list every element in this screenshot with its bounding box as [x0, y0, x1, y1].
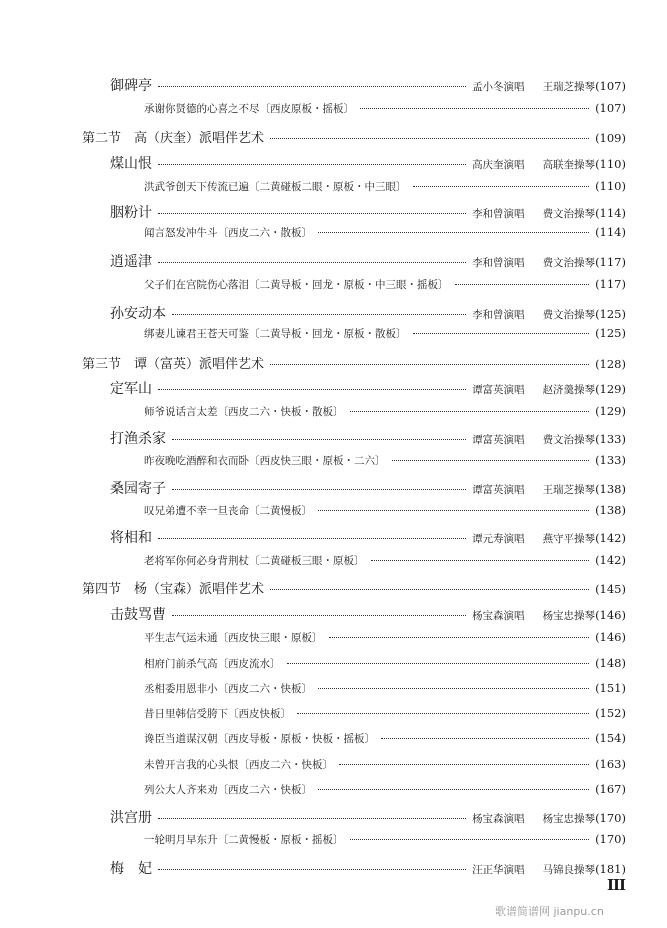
toc-entry — [110, 604, 626, 624]
dot-leader — [158, 389, 466, 390]
toc-entry — [110, 202, 626, 222]
dot-leader — [158, 213, 466, 214]
dot-leader — [287, 663, 590, 664]
entry-title: 相府门前杀气高〔西皮流水〕 — [144, 658, 281, 670]
toc-sub-entry — [144, 225, 626, 240]
accompanist: 费文治操琴 — [542, 309, 596, 321]
accompanist: 费文治操琴 — [542, 257, 596, 269]
entry-title: 第四节 杨（宝森）派唱伴艺术 — [82, 582, 265, 597]
toc-sub-entry — [144, 404, 626, 419]
entry-page: (151) — [595, 681, 626, 695]
performer: 谭富英演唱 — [472, 434, 525, 446]
entry-title: 未曾开言我的心头恨〔西皮二六・快板〕 — [144, 759, 333, 771]
dot-leader — [413, 333, 590, 334]
toc-sub-entry — [144, 179, 626, 194]
entry-page: (133) — [595, 453, 626, 467]
entry-title: 师爷说话言太差〔西皮二六・快板・散板〕 — [144, 406, 344, 418]
entry-page: (107) — [595, 79, 626, 93]
accompanist: 杨宝忠操琴 — [542, 813, 596, 825]
accompanist: 杨宝忠操琴 — [542, 610, 596, 622]
dot-leader — [172, 489, 466, 490]
dot-leader — [371, 560, 590, 561]
entry-title: 胭粉计 — [110, 205, 152, 221]
toc-sub-entry — [144, 782, 626, 797]
entry-title: 父子们在宫院伤心落泪〔二黄导板・回龙・原板・中三眼・摇板〕 — [144, 279, 449, 291]
accompanist: 赵济羹操琴 — [542, 384, 596, 396]
toc-entry — [110, 527, 626, 547]
toc-entry — [110, 428, 626, 448]
entry-title: 逍遥津 — [110, 254, 152, 270]
entry-title: 一轮明月早东升〔二黄慢板・原板・摇板〕 — [144, 834, 344, 846]
toc-entry — [110, 75, 626, 95]
dot-leader — [270, 589, 589, 590]
toc-sub-entry — [144, 656, 626, 671]
dot-leader — [318, 688, 589, 689]
toc-sub-entry — [144, 706, 626, 721]
accompanist: 马锦良操琴 — [542, 864, 596, 876]
entry-credits — [472, 79, 595, 94]
performer: 汪正华演唱 — [472, 864, 525, 876]
dot-leader — [158, 538, 466, 539]
dot-leader — [270, 364, 589, 365]
entry-title: 列公大人齐来劝〔西皮二六・快板〕 — [144, 784, 312, 796]
entry-title: 第二节 高（庆奎）派唱伴艺术 — [82, 131, 265, 146]
dot-leader — [318, 510, 589, 511]
entry-title: 洪宫册 — [110, 810, 152, 826]
toc-entry — [110, 303, 626, 323]
performer: 杨宝森演唱 — [472, 813, 525, 825]
entry-title: 定军山 — [110, 381, 152, 397]
toc-entry — [110, 251, 626, 271]
entry-credits — [472, 157, 595, 172]
toc-sub-entry — [144, 553, 626, 568]
entry-credits — [472, 482, 595, 497]
dot-leader — [297, 713, 589, 714]
entry-page: (129) — [595, 382, 626, 396]
entry-title: 昨夜晚吃酒醉和衣而卧〔西皮快三眼・原板・二六〕 — [144, 455, 386, 467]
performer: 谭富英演唱 — [472, 384, 525, 396]
entry-credits — [472, 432, 595, 447]
entry-credits — [472, 206, 595, 221]
entry-title: 第三节 谭（富英）派唱伴艺术 — [82, 357, 265, 372]
entry-title: 承谢你贤德的心喜之不尽〔西皮原板・摇板〕 — [144, 103, 354, 115]
entry-page: (110) — [595, 179, 626, 193]
toc-entry — [110, 378, 626, 398]
entry-page: (181) — [595, 862, 626, 876]
performer: 李和曾演唱 — [472, 309, 525, 321]
toc-sub-entry — [144, 630, 626, 645]
dot-leader — [329, 637, 590, 638]
toc-entry — [110, 153, 626, 173]
entry-title: 桑园寄子 — [110, 481, 166, 497]
toc-sub-entry — [144, 101, 626, 116]
accompanist: 费文治操琴 — [542, 208, 596, 220]
entry-page: (133) — [595, 432, 626, 446]
entry-title: 绑妻儿谏君王苍天可鉴〔二黄导板・回龙・原板・散板〕 — [144, 328, 407, 340]
toc-entry — [110, 478, 626, 498]
entry-page: (142) — [595, 531, 626, 545]
dot-leader — [413, 186, 590, 187]
entry-title: 击鼓骂曹 — [110, 607, 166, 623]
entry-page: (109) — [595, 131, 626, 145]
entry-page: (152) — [595, 706, 626, 720]
entry-page: (128) — [595, 357, 626, 371]
dot-leader — [172, 615, 466, 616]
entry-page: (142) — [595, 553, 626, 567]
entry-page: (170) — [595, 811, 626, 825]
entry-title: 洪武爷创天下传流已遍〔二黄碰板二眼・原板・中三眼〕 — [144, 181, 407, 193]
dot-leader — [318, 232, 589, 233]
dot-leader — [158, 818, 466, 819]
performer: 谭富英演唱 — [472, 484, 525, 496]
entry-page: (154) — [595, 731, 626, 745]
page-number: III — [607, 876, 626, 894]
entry-page: (129) — [595, 404, 626, 418]
entry-credits — [472, 531, 595, 546]
accompanist: 王瑞芝操琴 — [542, 81, 596, 93]
entry-credits — [472, 862, 595, 877]
dot-leader — [318, 789, 589, 790]
dot-leader — [381, 738, 589, 739]
dot-leader — [158, 164, 466, 165]
toc-sub-entry — [144, 453, 626, 468]
entry-page: (145) — [595, 582, 626, 596]
performer: 李和曾演唱 — [472, 208, 525, 220]
entry-credits — [472, 608, 595, 623]
toc-sub-entry — [144, 503, 626, 518]
entry-page: (170) — [595, 832, 626, 846]
dot-leader — [158, 262, 466, 263]
dot-leader — [392, 460, 590, 461]
dot-leader — [172, 439, 466, 440]
toc-section-heading — [82, 353, 626, 372]
entry-page: (148) — [595, 656, 626, 670]
entry-title: 打渔杀家 — [110, 431, 166, 447]
dot-leader — [158, 86, 466, 87]
entry-page: (138) — [595, 503, 626, 517]
entry-page: (117) — [595, 255, 626, 269]
accompanist: 燕守平操琴 — [542, 533, 596, 545]
performer: 孟小冬演唱 — [472, 81, 525, 93]
toc-sub-entry — [144, 731, 626, 746]
entry-credits — [472, 811, 595, 826]
accompanist: 高联奎操琴 — [542, 159, 596, 171]
entry-title: 将相和 — [110, 530, 152, 546]
entry-page: (146) — [595, 608, 626, 622]
entry-title: 平生志气运未通〔西皮快三眼・原板〕 — [144, 632, 323, 644]
performer: 李和曾演唱 — [472, 257, 525, 269]
entry-title: 谗臣当道谋汉朝〔西皮导板・原板・快板・摇板〕 — [144, 733, 375, 745]
entry-page: (125) — [595, 307, 626, 321]
dot-leader — [158, 869, 466, 870]
dot-leader — [350, 839, 590, 840]
dot-leader — [455, 284, 590, 285]
toc-sub-entry — [144, 757, 626, 772]
entry-credits — [472, 255, 595, 270]
toc-entry — [110, 807, 626, 827]
entry-title: 昔日里韩信受胯下〔西皮快板〕 — [144, 708, 291, 720]
entry-page: (114) — [595, 206, 626, 220]
toc-sub-entry — [144, 832, 626, 847]
entry-title: 孙安动本 — [110, 306, 166, 322]
dot-leader — [350, 411, 590, 412]
performer: 谭元寿演唱 — [472, 533, 525, 545]
toc-sub-entry — [144, 681, 626, 696]
entry-title: 丞相委用恩非小〔西皮二六・快板〕 — [144, 683, 312, 695]
dot-leader — [172, 314, 466, 315]
toc-section-heading — [82, 578, 626, 597]
entry-title: 煤山恨 — [110, 156, 152, 172]
dot-leader — [360, 108, 589, 109]
dot-leader — [270, 138, 589, 139]
watermark: 歌谱简谱网 jianpu.cn — [495, 905, 604, 918]
accompanist: 王瑞芝操琴 — [542, 484, 596, 496]
entry-page: (117) — [595, 277, 626, 291]
performer: 杨宝森演唱 — [472, 610, 525, 622]
entry-page: (146) — [595, 630, 626, 644]
entry-page: (110) — [595, 157, 626, 171]
toc-sub-entry — [144, 326, 626, 341]
entry-page: (114) — [595, 225, 626, 239]
entry-title: 梅 妃 — [110, 861, 152, 877]
accompanist: 费文治操琴 — [542, 434, 596, 446]
entry-page: (138) — [595, 482, 626, 496]
entry-page: (163) — [595, 757, 626, 771]
entry-title: 御碑亭 — [110, 78, 152, 94]
performer: 高庆奎演唱 — [472, 159, 525, 171]
entry-page: (125) — [595, 326, 626, 340]
entry-credits — [472, 307, 595, 322]
entry-title: 老将军你何必身背荆杖〔二黄碰板三眼・原板〕 — [144, 555, 365, 567]
entry-title: 闻言怒发冲牛斗〔西皮二六・散板〕 — [144, 227, 312, 239]
toc-sub-entry — [144, 277, 626, 292]
toc-section-heading — [82, 127, 626, 146]
toc-entry — [110, 858, 626, 878]
entry-title: 叹兄弟遭不幸一旦丧命〔二黄慢板〕 — [144, 505, 312, 517]
entry-credits — [472, 382, 595, 397]
entry-page: (107) — [595, 101, 626, 115]
dot-leader — [339, 764, 589, 765]
entry-page: (167) — [595, 782, 626, 796]
